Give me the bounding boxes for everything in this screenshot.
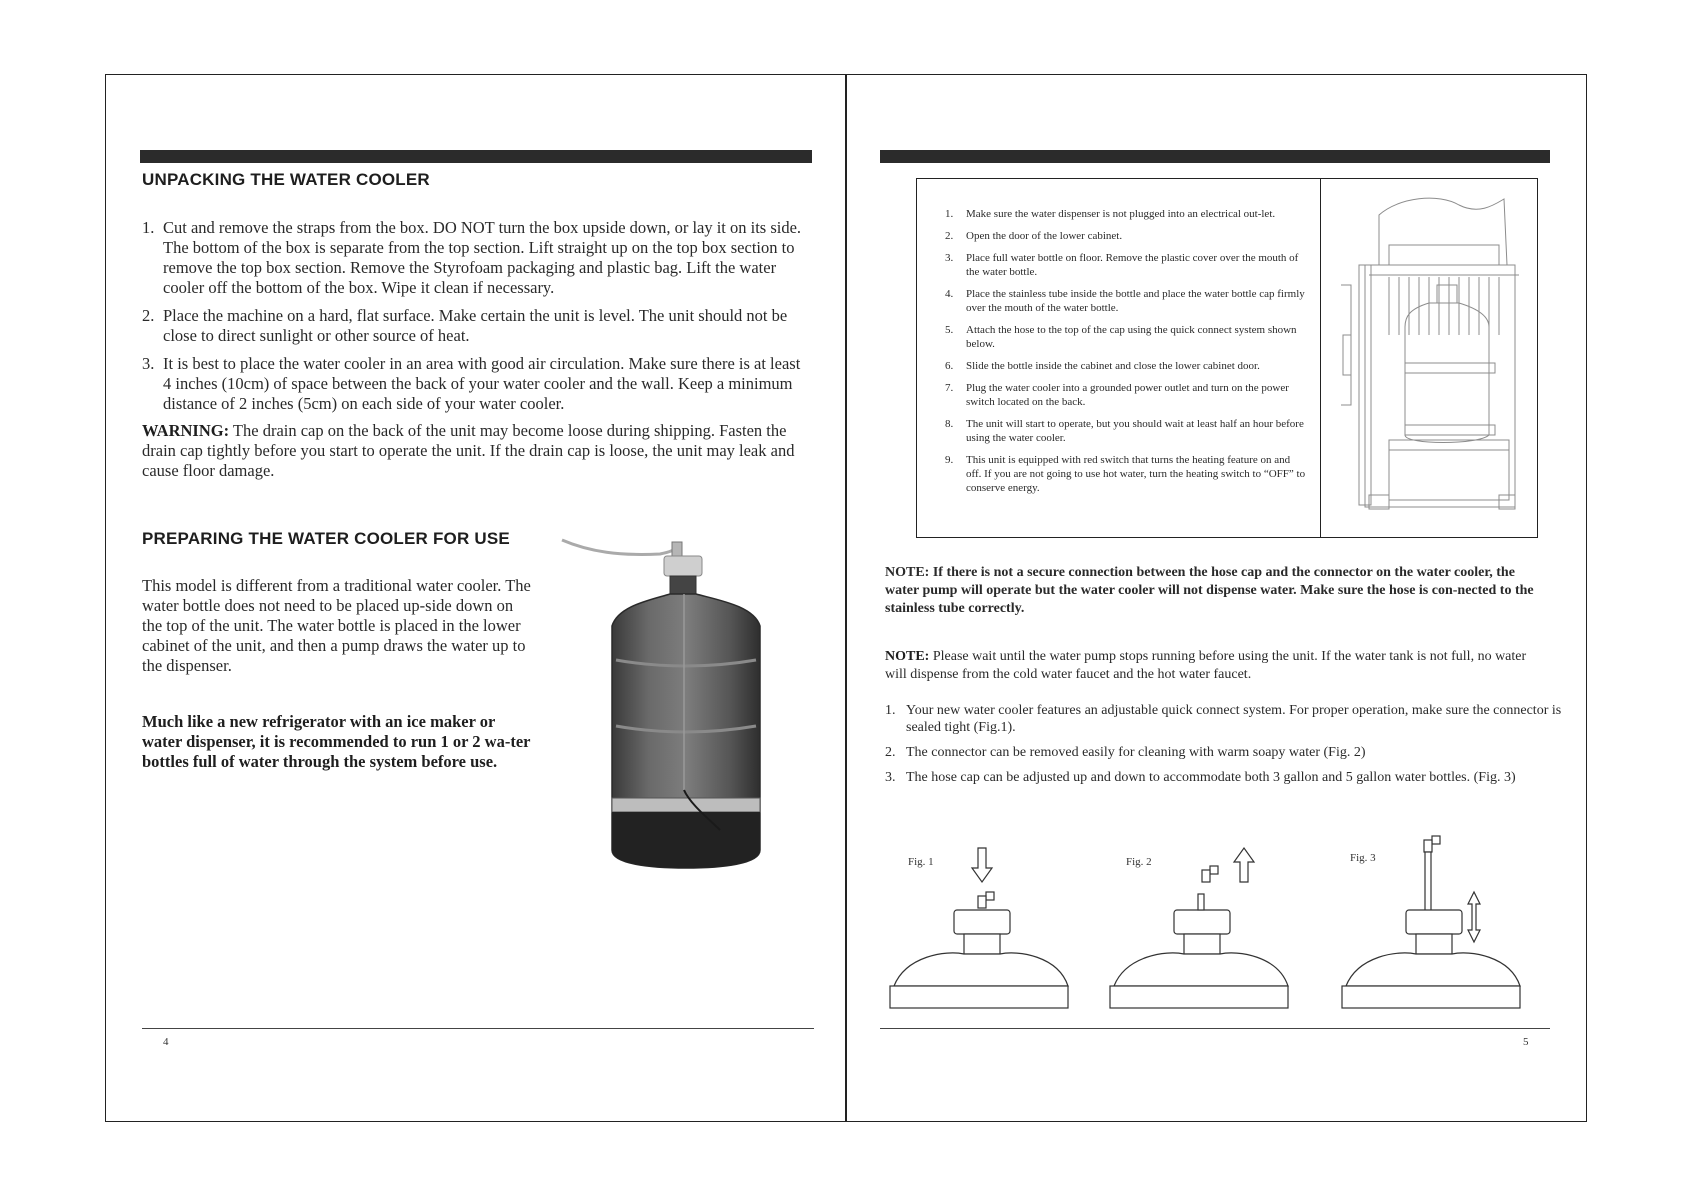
fig-2-diagram — [1108, 838, 1294, 1024]
quick-connect-list — [885, 702, 1575, 794]
section-bar-right — [880, 150, 1550, 163]
list-item: 3. Place full water bottle on floor. Remove the plastic cover over the mouth of the water bottle. — [945, 252, 1299, 278]
fig-3-label: Fig. 3 — [1350, 852, 1376, 864]
page-number-right: 5 — [1523, 1036, 1529, 1048]
fig-3-diagram — [1340, 830, 1526, 1024]
note-wait — [885, 648, 1545, 684]
list-item: 2. Place the machine on a hard, flat surface. Make certain the unit is level. The unit should not be close to direct sunlight or other source of heat. — [142, 306, 788, 345]
fig-2-label: Fig. 2 — [1126, 856, 1152, 868]
recommendation-paragraph: Much like a new refrigerator with an ice maker or water dispenser, it is recommended to run 1 or 2 wa-ter bottles full of water through the system before use. — [142, 712, 531, 771]
list-item: 3. It is best to place the water cooler in an area with good air circulation. Make sure there is at least 4 inches (10cm) of space between the back of your water cooler and the wall. Keep a minimum distance of 2 inches (5cm) on each side of your water cooler. — [142, 354, 801, 413]
footer-rule-right — [880, 1028, 1550, 1029]
list-item: 1. Make sure the water dispenser is not plugged into an electrical out-let. — [945, 208, 1276, 220]
preparing-heading: PREPARING THE WATER COOLER FOR USE — [142, 529, 510, 548]
warning-text: The drain cap on the back of the unit may become loose during shipping. Fasten the drain cap tightly before you start to operate the unit. If the drain cap is loose, the unit may leak and cause floor damage. — [142, 421, 795, 480]
list-item: 1. Your new water cooler features an adjustable quick connect system. For proper operation, make sure the connector is sealed tight (Fig.1). — [885, 703, 1562, 735]
footer-rule-left — [142, 1028, 814, 1029]
list-item: 9. This unit is equipped with red switch that turns the heating feature on and off. If you are not going to use hot water, turn the heating switch to “OFF” to conserve energy. — [945, 454, 1306, 494]
list-item: 4. Place the stainless tube inside the bottle and place the water bottle cap firmly over the mouth of the water bottle. — [945, 288, 1305, 314]
list-item: 3. The hose cap can be adjusted up and down to accommodate both 3 gallon and 5 gallon water bottles. (Fig. 3) — [885, 770, 1516, 785]
note-label: NOTE: — [885, 649, 930, 664]
list-item: 6. Slide the bottle inside the cabinet and close the lower cabinet door. — [945, 360, 1260, 372]
list-item: 7. Plug the water cooler into a grounded power outlet and turn on the power switch located on the back. — [945, 382, 1289, 408]
list-item: 8. The unit will start to operate, but you should wait at least half an hour before using the water cooler. — [945, 418, 1304, 444]
fig-1-label: Fig. 1 — [908, 856, 934, 868]
warning-label: WARNING: — [142, 421, 230, 440]
spine-divider — [845, 74, 847, 1122]
water-bottle-image — [560, 530, 780, 870]
unpacking-heading: UNPACKING THE WATER COOLER — [142, 170, 430, 189]
list-item: 5. Attach the hose to the top of the cap using the quick connect system shown below. — [945, 324, 1297, 350]
preparing-paragraph: This model is different from a traditional water cooler. The water bottle does not need to be placed up-side down on the top of the unit. The water bottle is placed in the lower cabinet of the unit, and then a pump draws the water up to the dispenser. — [142, 576, 531, 675]
fig-1-diagram — [886, 838, 1072, 1024]
note-text: Please wait until the water pump stops running before using the unit. If the water tank is not full, no water will dispense from the cold water faucet and the hot water faucet. — [885, 649, 1527, 682]
water-cooler-diagram — [1329, 185, 1534, 530]
page-number-left: 4 — [163, 1036, 169, 1048]
warning-paragraph — [142, 421, 802, 481]
list-item: 2. The connector can be removed easily for cleaning with warm soapy water (Fig. 2) — [885, 745, 1366, 760]
list-item: 1. Cut and remove the straps from the box. DO NOT turn the box upside down, or lay it on its side. The bottom of the box is separate from the top section. Lift straight up on the top box section to remove the top box section. Remove the Styrofoam packaging and plastic bag. Lift the water cooler off the bottom of the box. Wipe it clean if necessary. — [142, 218, 802, 297]
unpacking-list — [142, 218, 802, 422]
box-divider — [1320, 179, 1321, 537]
note-connection: NOTE: If there is not a secure connection between the hose cap and the connector on the water cooler, the water pump will operate but the water cooler will not dispense water. Make sure the hose is con-nected to the stainless tube correctly. — [885, 565, 1534, 616]
setup-steps-list — [945, 207, 1307, 503]
section-bar-left — [140, 150, 812, 163]
setup-steps-box — [916, 178, 1538, 538]
list-item: 2. Open the door of the lower cabinet. — [945, 230, 1123, 242]
